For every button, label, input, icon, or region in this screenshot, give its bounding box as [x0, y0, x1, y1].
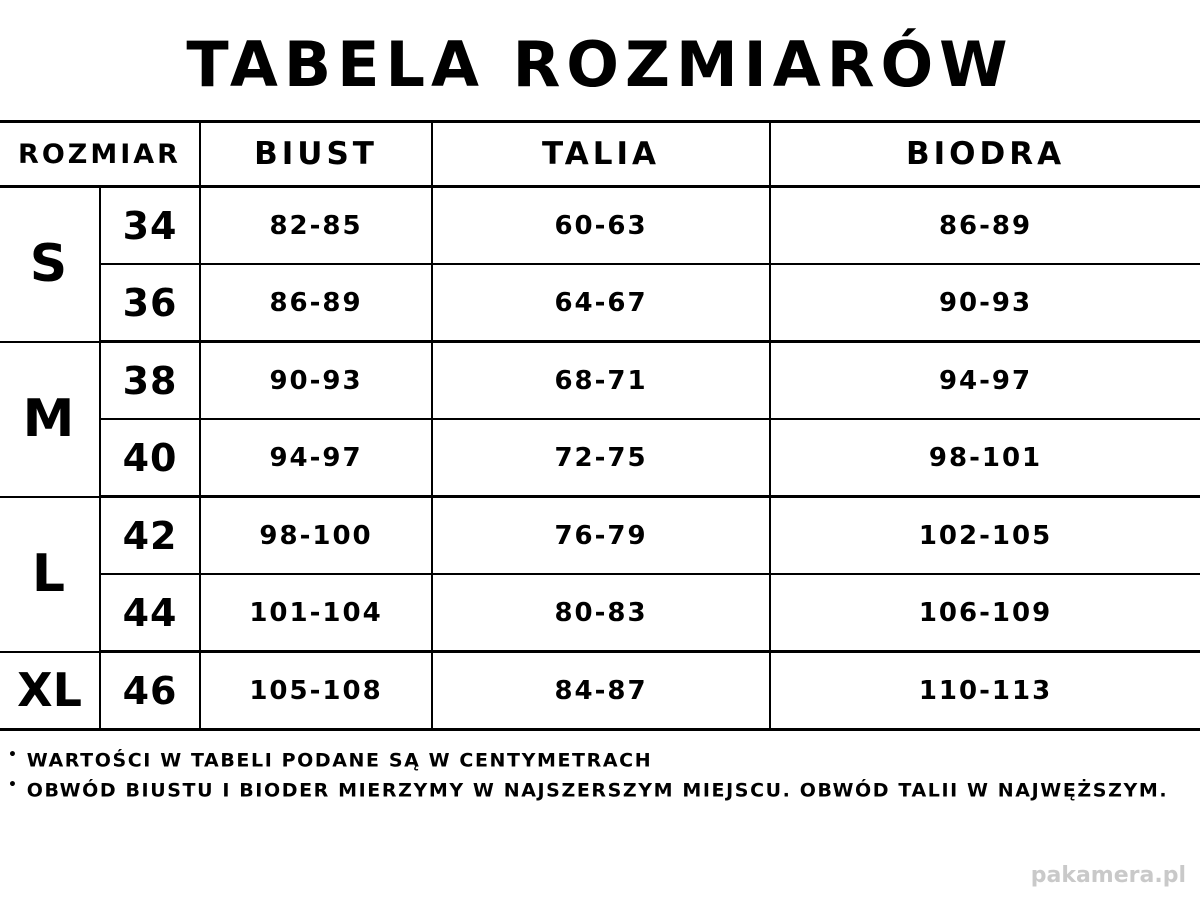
hips-value-cell: 90-93 [770, 264, 1200, 342]
column-header-bust: BIUST [200, 122, 432, 187]
table-row [0, 652, 1200, 730]
hips-value-cell: 106-109 [770, 574, 1200, 652]
page-title: TABELA ROZMIARÓW [186, 28, 1014, 101]
table-row [0, 342, 1200, 420]
size-number-cell: 44 [100, 574, 200, 652]
footnote-units [8, 745, 1194, 775]
waist-value-cell: 60-63 [432, 187, 770, 265]
hips-value-cell: 110-113 [770, 652, 1200, 730]
hips-value-cell: 102-105 [770, 497, 1200, 575]
table-row [0, 574, 1200, 652]
waist-value-cell: 68-71 [432, 342, 770, 420]
column-header-hips: BIODRA [770, 122, 1200, 187]
footnote-units-text: WARTOŚCI W TABELI PODANE SĄ W CENTYMETRACH [26, 749, 653, 772]
size-letter-cell: L [0, 497, 100, 652]
size-letter-cell: M [0, 342, 100, 497]
bust-value-cell: 90-93 [200, 342, 432, 420]
size-number-cell: 36 [100, 264, 200, 342]
hips-value-cell: 98-101 [770, 419, 1200, 497]
watermark: pakamera.pl [1030, 863, 1186, 888]
table-body [0, 187, 1200, 730]
size-number-cell: 46 [100, 652, 200, 730]
table-row [0, 419, 1200, 497]
footnotes [0, 731, 1200, 805]
bullet-icon: • [8, 776, 19, 793]
size-table [0, 120, 1200, 731]
bust-value-cell: 82-85 [200, 187, 432, 265]
column-header-size: ROZMIAR [0, 122, 200, 187]
size-letter-cell: XL [0, 652, 100, 730]
table-row [0, 497, 1200, 575]
table-row [0, 264, 1200, 342]
bust-value-cell: 98-100 [200, 497, 432, 575]
size-number-cell: 40 [100, 419, 200, 497]
hips-value-cell: 94-97 [770, 342, 1200, 420]
table-row [0, 187, 1200, 265]
waist-value-cell: 72-75 [432, 419, 770, 497]
footnote-measuring-text: OBWÓD BIUSTU I BIODER MIERZYMY W NAJSZERSZYM MIEJSCU. OBWÓD TALII W NAJWĘŻSZYM. [26, 779, 1169, 802]
column-header-waist: TALIA [432, 122, 770, 187]
bust-value-cell: 94-97 [200, 419, 432, 497]
waist-value-cell: 84-87 [432, 652, 770, 730]
size-number-cell: 38 [100, 342, 200, 420]
waist-value-cell: 80-83 [432, 574, 770, 652]
footnote-measuring [8, 775, 1194, 805]
waist-value-cell: 64-67 [432, 264, 770, 342]
table-header-row [0, 122, 1200, 187]
size-number-cell: 42 [100, 497, 200, 575]
bust-value-cell: 86-89 [200, 264, 432, 342]
hips-value-cell: 86-89 [770, 187, 1200, 265]
size-number-cell: 34 [100, 187, 200, 265]
bust-value-cell: 105-108 [200, 652, 432, 730]
bust-value-cell: 101-104 [200, 574, 432, 652]
bullet-icon: • [8, 747, 19, 763]
size-letter-cell: S [0, 187, 100, 342]
waist-value-cell: 76-79 [432, 497, 770, 575]
